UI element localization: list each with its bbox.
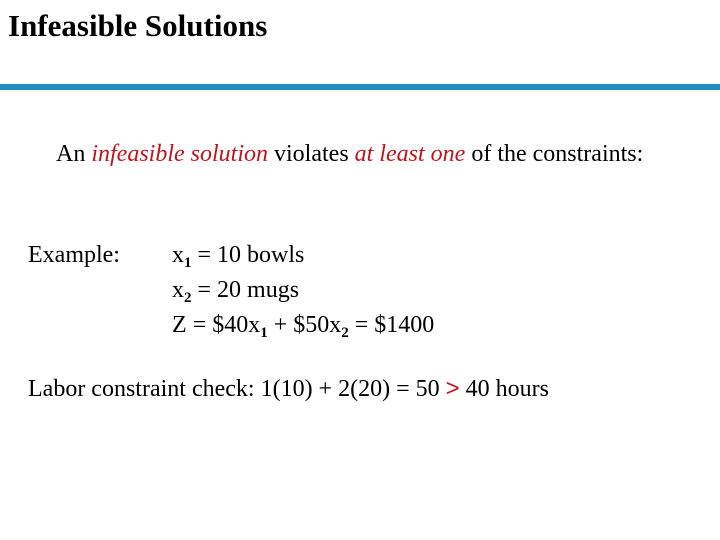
at-least-one-emphasis: at least one	[354, 141, 466, 167]
intro-text-2: violates	[268, 141, 355, 167]
example-equations	[172, 238, 434, 343]
equation-x1-subscript: 1	[184, 255, 192, 271]
equation-x2-subscript: 2	[184, 290, 192, 306]
slide-title: Infeasible Solutions	[8, 8, 268, 43]
equation-x2-var: x	[172, 277, 184, 303]
equation-x1	[172, 238, 434, 273]
example-label: Example:	[28, 242, 120, 268]
title-divider	[0, 84, 720, 90]
check-suffix: 40 hours	[459, 376, 549, 402]
intro-text-1: An	[56, 141, 92, 167]
equation-z-prefix: Z = $40x	[172, 312, 261, 338]
equation-z-suffix: = $1400	[348, 312, 435, 338]
check-prefix: Labor constraint check: 1(10) + 2(20) = 50	[28, 376, 446, 402]
equation-z-subscript-1: 1	[260, 325, 268, 341]
equation-x1-var: x	[172, 242, 184, 268]
intro-text-3: of the constraints:	[465, 141, 644, 167]
equation-z-subscript-2: 2	[341, 325, 349, 341]
infeasible-solution-term: infeasible solution	[91, 141, 269, 167]
equation-x2-value: = 20 mugs	[191, 277, 300, 303]
labor-constraint-check	[28, 372, 549, 406]
intro-paragraph	[56, 138, 676, 171]
equation-z-middle: + $50x	[267, 312, 342, 338]
equation-z	[172, 308, 434, 343]
equation-x2	[172, 273, 434, 308]
equation-x1-value: = 10 bowls	[191, 242, 305, 268]
greater-than-symbol: >	[445, 375, 460, 402]
